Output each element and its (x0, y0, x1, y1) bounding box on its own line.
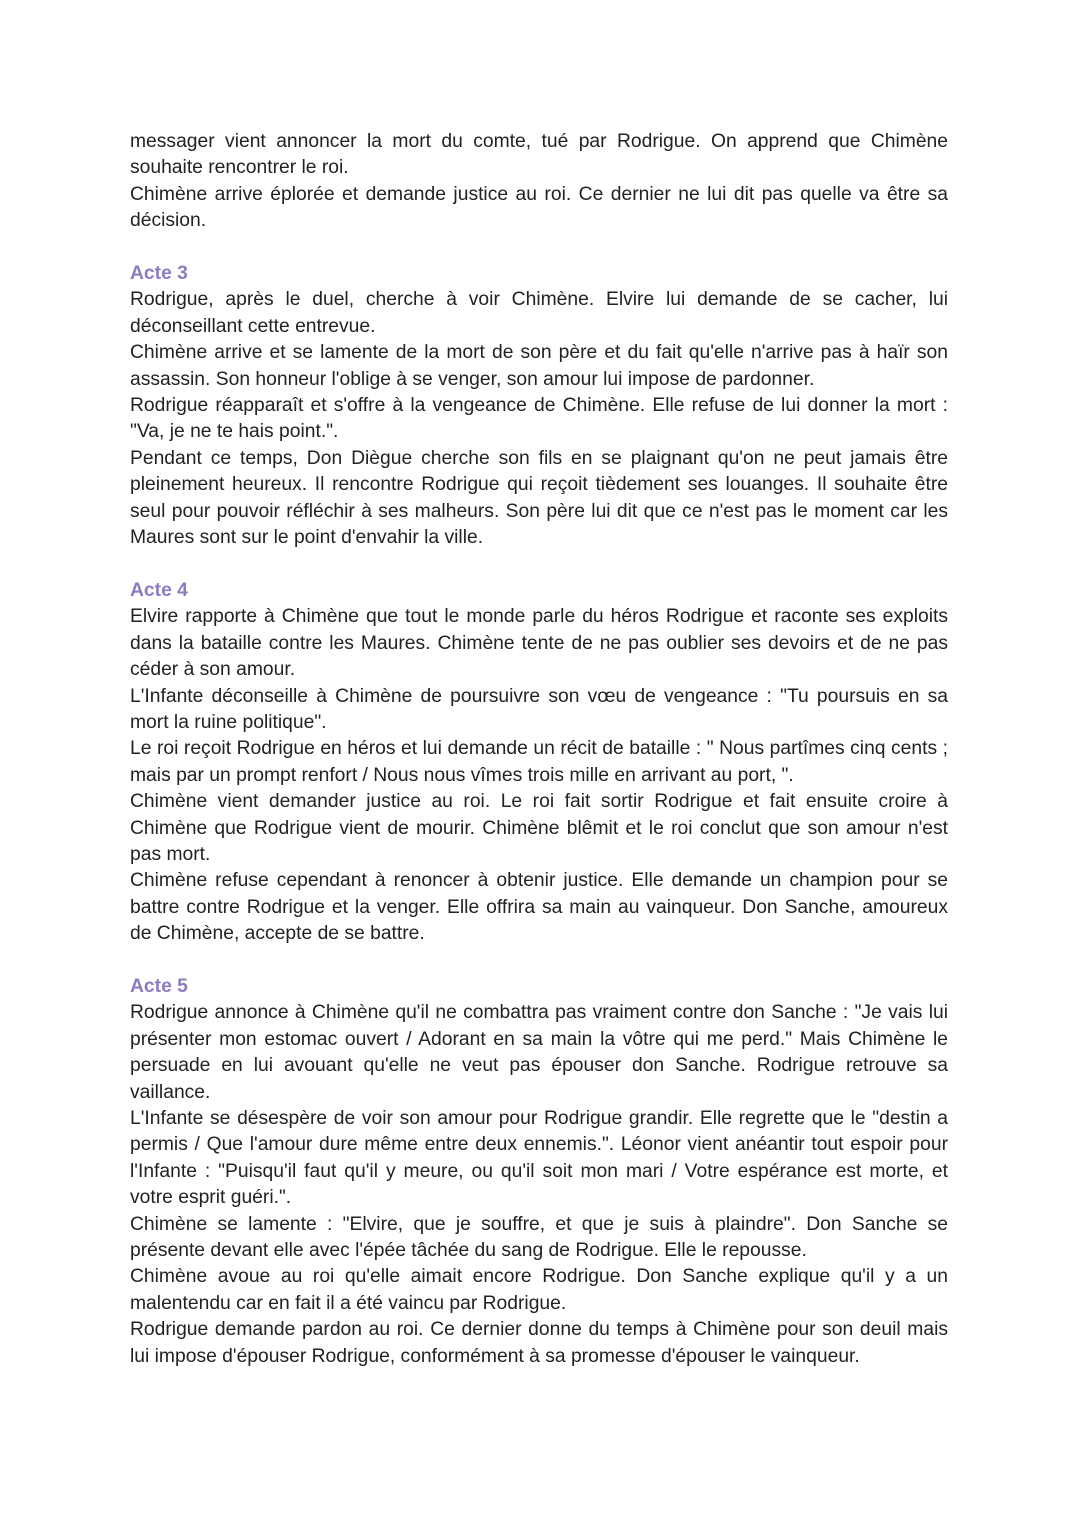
paragraph: Chimène vient demander justice au roi. Le roi fait sortir Rodrigue et fait ensuite croire à Chimène que Rodrigue vient de mourir. Chimène blêmit et le roi conclut que son amour n'est pas mort. (130, 791, 948, 865)
paragraph: messager vient annoncer la mort du comte, tué par Rodrigue. On apprend que Chimène souhaite rencontrer le roi. (130, 131, 948, 179)
paragraph: Pendant ce temps, Don Diègue cherche son fils en se plaignant qu'on ne peut jamais être pleinement heureux. Il rencontre Rodrigue qui reçoit tièdement ses louanges. Il souhaite être seul pour pouvoir réfléchir à ses malheurs. Son père lui dit que ce n'est pas le moment car les Maures sont sur le point d'envahir la ville. (130, 447, 948, 549)
paragraph: L'Infante déconseille à Chimène de poursuivre son vœu de vengeance : "Tu poursuis en sa mort la ruine politique". (130, 685, 948, 733)
act-5-heading: Acte 5 (130, 975, 188, 997)
act-3-section (130, 261, 948, 551)
paragraph: L'Infante se désespère de voir son amour pour Rodrigue grandir. Elle regrette que le "destin a permis / Que l'amour dure même entre deux ennemis.". Léonor vient anéantir tout espoir pour l'Infante : "Puisqu'il faut qu'il y meure, ou qu'il soit mon mari / Votre espérance est morte, et votre esprit guéri.". (130, 1107, 948, 1209)
document-page (130, 129, 948, 1370)
paragraph: Rodrigue demande pardon au roi. Ce dernier donne du temps à Chimène pour son deuil mais lui impose d'épouser Rodrigue, conformément à sa promesse d'épouser le vainqueur. (130, 1319, 948, 1367)
paragraph: Elvire rapporte à Chimène que tout le monde parle du héros Rodrigue et raconte ses exploits dans la bataille contre les Maures. Chimène tente de ne pas oublier ses devoirs et de ne pas céder à son amour. (130, 606, 948, 681)
paragraph: Chimène arrive et se lamente de la mort de son père et du fait qu'elle n'arrive pas à haïr son assassin. Son honneur l'oblige à se venger, son amour lui impose de pardonner. (130, 342, 948, 390)
paragraph: Rodrigue réapparaît et s'offre à la vengeance de Chimène. Elle refuse de lui donner la mort : "Va, je ne te hais point.". (130, 395, 948, 443)
paragraph: Chimène avoue au roi qu'elle aimait encore Rodrigue. Don Sanche explique qu'il y a un malentendu car en fait il a été vaincu par Rodrigue. (130, 1266, 948, 1314)
act-4-heading: Acte 4 (130, 579, 188, 601)
paragraph: Rodrigue annonce à Chimène qu'il ne combattra pas vraiment contre don Sanche : "Je vais lui présenter mon estomac ouvert / Adorant en sa main la vôtre qui me perd." Mais Chimène le persuade en lui avouant qu'elle ne veut pas épouser don Sanche. Rodrigue retrouve sa vaillance. (130, 1002, 948, 1103)
paragraph: Le roi reçoit Rodrigue en héros et lui demande un récit de bataille : " Nous partîmes cinq cents ; mais par un prompt renfort / Nous nous vîmes trois mille en arrivant au port, ". (130, 738, 948, 786)
intro-section (130, 129, 948, 235)
act-3-heading: Acte 3 (130, 263, 188, 285)
paragraph: Chimène se lamente : "Elvire, que je souffre, et que je suis à plaindre". Don Sanche se présente devant elle avec l'épée tâchée du sang de Rodrigue. Elle le repousse. (130, 1213, 948, 1262)
act-4-section (130, 578, 948, 948)
paragraph: Chimène refuse cependant à renoncer à obtenir justice. Elle demande un champion pour se battre contre Rodrigue et la venger. Elle offrira sa main au vainqueur. Don Sanche, amoureux de Chimène, accepte de se battre. (130, 870, 948, 945)
paragraph: Rodrigue, après le duel, cherche à voir Chimène. Elvire lui demande de se cacher, lui déconseillant cette entrevue. (130, 289, 948, 337)
paragraph: Chimène arrive éplorée et demande justice au roi. Ce dernier ne lui dit pas quelle va être sa décision. (130, 183, 948, 232)
act-5-section (130, 974, 948, 1370)
